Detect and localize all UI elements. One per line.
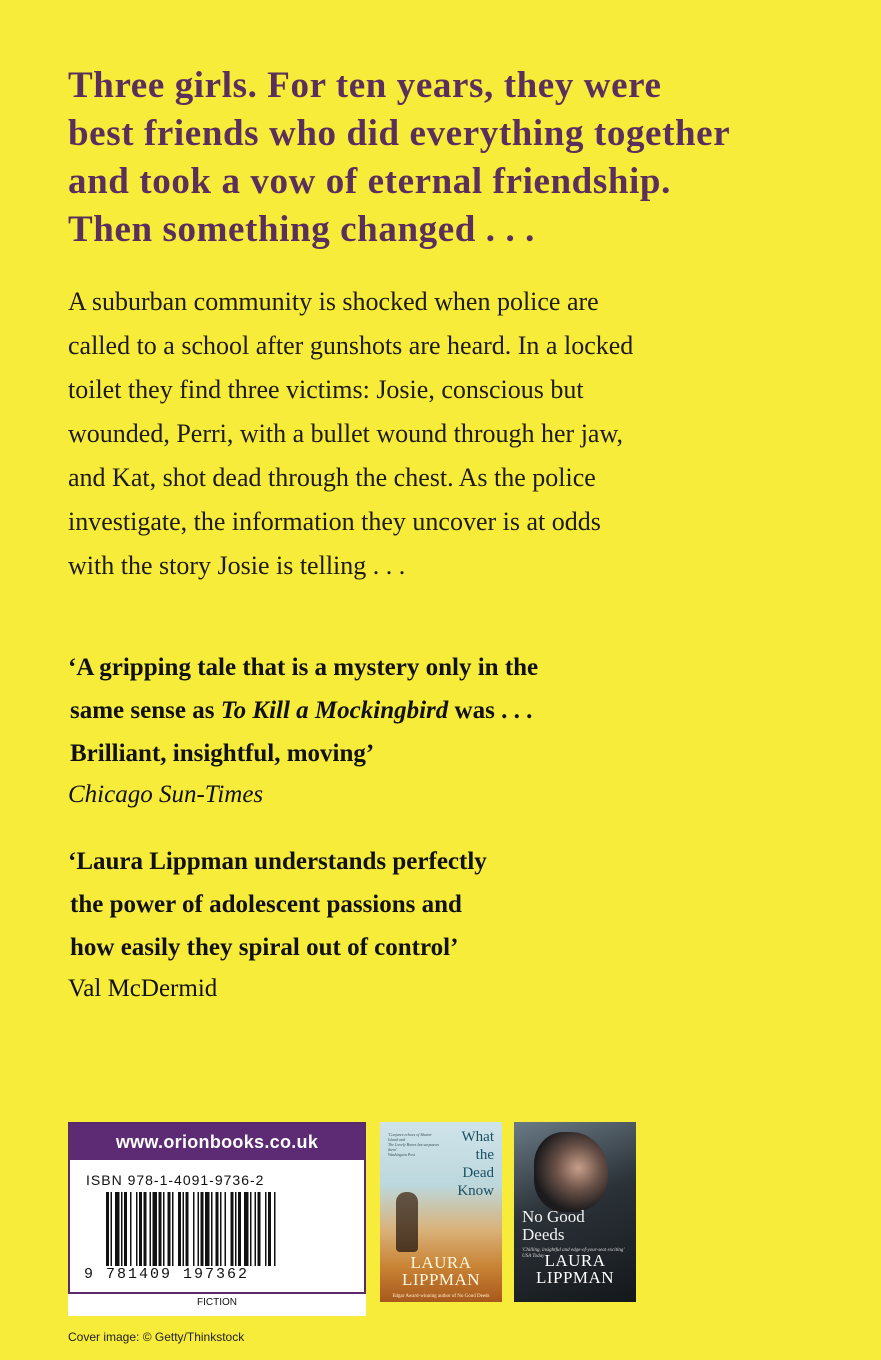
- book-author: [514, 1252, 636, 1286]
- barcode-bar: [115, 1192, 120, 1266]
- blurb-line: toilet they find three victims: Josie, conscious but: [68, 375, 584, 404]
- quote-line: ‘Laura Lippman understands perfectly: [68, 848, 487, 875]
- title-line: What: [461, 1129, 494, 1145]
- author-line: LIPPMAN: [401, 1270, 481, 1289]
- barcode-graphic: [104, 1192, 344, 1266]
- book-title: [522, 1208, 632, 1244]
- blurb-line: A suburban community is shocked when police are: [68, 287, 599, 316]
- author-line: LAURA: [410, 1253, 472, 1272]
- barcode-bar: [130, 1192, 132, 1266]
- headline-line: and took a vow of eternal friendship.: [68, 161, 671, 202]
- book-cover-no-good-deeds[interactable]: [514, 1122, 636, 1302]
- quote-line: the power of adolescent passions and: [70, 891, 462, 918]
- quote-source: Val McDermid: [68, 975, 218, 1002]
- publisher-url[interactable]: www.orionbooks.co.uk: [70, 1124, 364, 1160]
- blurb-line: investigate, the information they uncover is at odds: [68, 507, 601, 536]
- barcode-bar: [235, 1192, 237, 1266]
- quote-line: how easily they spiral out of control’: [70, 934, 459, 961]
- title-line: Deeds: [522, 1225, 565, 1244]
- blurb-line: and Kat, shot dead through the chest. As the police: [68, 463, 596, 492]
- author-line: LIPPMAN: [535, 1268, 615, 1287]
- barcode-bar: [178, 1192, 181, 1266]
- barcode-bar: [250, 1192, 252, 1266]
- quote-line: Brilliant, insightful, moving’: [70, 740, 375, 767]
- barcode-bar: [172, 1192, 174, 1266]
- book-footer: Edgar Award-winning author of No Good Deeds: [392, 1294, 490, 1299]
- barcode-bar: [136, 1192, 138, 1266]
- blurb-line: with the story Josie is telling . . .: [68, 551, 406, 580]
- category-label: FICTION: [197, 1297, 237, 1308]
- quote-text: same sense as: [70, 697, 221, 724]
- barcode-bar: [150, 1192, 152, 1266]
- barcode-bar: [268, 1192, 271, 1266]
- barcode-bar: [225, 1192, 227, 1266]
- barcode-bar: [238, 1192, 241, 1266]
- praise-line: 'Conjures echoes of Shutter Island and: [388, 1132, 432, 1142]
- barcode-bar: [244, 1192, 249, 1266]
- title-line: No Good: [522, 1207, 585, 1226]
- headline-line: Then something changed . . .: [68, 209, 536, 250]
- quote-line: [68, 689, 848, 732]
- girl-silhouette: [396, 1192, 418, 1252]
- blurb: [68, 280, 858, 588]
- barcode-bar: [163, 1192, 165, 1266]
- barcode-bar: [211, 1192, 213, 1266]
- barcode-bar: [139, 1192, 142, 1266]
- title-line: Know: [457, 1183, 494, 1199]
- barcode-bar: [186, 1192, 189, 1266]
- book-title: [424, 1128, 494, 1200]
- headline-line: Three girls. For ten years, they were: [68, 65, 662, 106]
- praise-line: Washington Post: [388, 1152, 415, 1157]
- book-author: [380, 1254, 502, 1288]
- praise-line: The Lovely Bones but surpasses them': [388, 1142, 440, 1152]
- barcode-bar: [201, 1192, 204, 1266]
- isbn-label: ISBN 978-1-4091-9736-2: [86, 1172, 265, 1188]
- category-strip: [68, 1294, 366, 1316]
- barcode-bar: [183, 1192, 185, 1266]
- quote-source: Chicago Sun-Times: [68, 781, 264, 808]
- barcode-bar: [193, 1192, 195, 1266]
- barcode-bar: [168, 1192, 171, 1266]
- title-line: Dead: [462, 1165, 494, 1181]
- quote-line: ‘A gripping tale that is a mystery only in the: [68, 654, 539, 681]
- barcode-panel: [68, 1122, 366, 1294]
- barcode-bar: [106, 1192, 109, 1266]
- blurb-line: wounded, Perri, with a bullet wound through her jaw,: [68, 419, 624, 448]
- barcode-bar: [153, 1192, 158, 1266]
- barcode-bar: [144, 1192, 147, 1266]
- girl-portrait: [534, 1132, 608, 1212]
- blurb-line: called to a school after gunshots are heard. In a locked: [68, 331, 634, 360]
- review-quote-chicago: [68, 646, 848, 815]
- barcode-bar: [258, 1192, 261, 1266]
- review-quote-mcdermid: [68, 840, 848, 1009]
- quote-text: was . . .: [448, 697, 533, 724]
- title-line: the: [475, 1147, 494, 1163]
- barcode-bar: [198, 1192, 200, 1266]
- cover-credit: Cover image: © Getty/Thinkstock: [68, 1330, 245, 1344]
- barcode-bar: [111, 1192, 113, 1266]
- ean-number: 9 781409 197362: [84, 1266, 250, 1283]
- barcode-bar: [274, 1192, 276, 1266]
- barcode-bar: [159, 1192, 162, 1266]
- barcode-bar: [205, 1192, 210, 1266]
- quoted-book-title: To Kill a Mockingbird: [220, 697, 449, 724]
- book-tagline: 'Chilling, insightful and edge-of-your-seat exciting' USA Today: [522, 1248, 625, 1259]
- headline: [68, 62, 858, 254]
- barcode-bar: [124, 1192, 127, 1266]
- headline-line: best friends who did everything together: [68, 113, 731, 154]
- barcode-bar: [265, 1192, 267, 1266]
- barcode-bar: [121, 1192, 123, 1266]
- author-line: LAURA: [544, 1251, 606, 1270]
- barcode-bar: [220, 1192, 222, 1266]
- barcode-bar: [231, 1192, 234, 1266]
- book-cover-what-the-dead-know[interactable]: [380, 1122, 502, 1302]
- barcode-bar: [255, 1192, 257, 1266]
- barcode-bar: [216, 1192, 219, 1266]
